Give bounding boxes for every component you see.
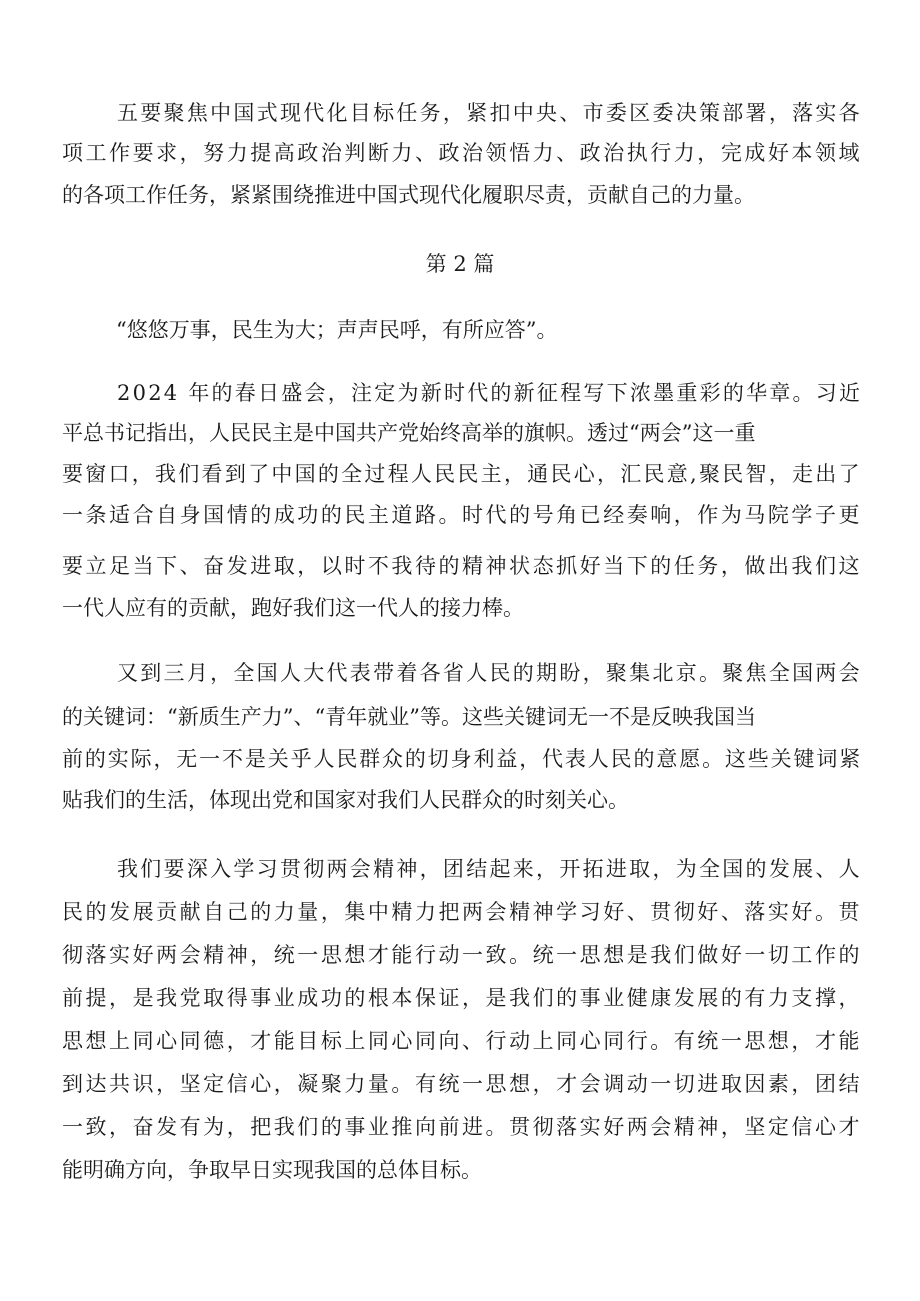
p1-line-2: 项工作要求，努力提高政治判断力、政治领悟力、政治执行力，完成好本领域 bbox=[62, 141, 863, 165]
p2-line-4: 一条适合自身国情的成功的民主道路。时代的号角已经奏响，作为马院学子更 bbox=[62, 503, 863, 527]
p2-line-6: 一代人应有的贡献，跑好我们这一代人的接力棒。 bbox=[62, 596, 524, 620]
section-heading: 第 2 篇 bbox=[425, 252, 495, 276]
p1-line-3: 的各项工作任务，紧紧围绕推进中国式现代化履职尽责，贡献自己的力量。 bbox=[62, 183, 755, 207]
p3-line-3: 前的实际，无一不是关乎人民群众的切身利益，代表人民的意愿。这些关键词紧 bbox=[62, 747, 863, 771]
p2-line-1: 2024 年的春日盛会，注定为新时代的新征程写下浓墨重彩的华章。习近 bbox=[117, 381, 863, 405]
p2-line-2: 平总书记指出，人民民主是中国共产党始终高举的旗帜。透过“两会”这一重 bbox=[62, 421, 756, 445]
p2-line-3: 要窗口，我们看到了中国的全过程人民民主，通民心，汇民意,聚民智，走出了 bbox=[62, 462, 862, 486]
p4-line-3: 彻落实好两会精神，统一思想才能行动一致。统一思想是我们做好一切工作的 bbox=[62, 943, 863, 967]
p4-line-1: 我们要深入学习贯彻两会精神，团结起来，开拓进取，为全国的发展、人 bbox=[117, 857, 862, 881]
p3-line-2: 的关键词：“新质生产力”、“青年就业”等。这些关键词无一不是反映我国当 bbox=[62, 705, 756, 729]
p4-line-2: 民的发展贡献自己的力量，集中精力把两会精神学习好、贯彻好、落实好。贯 bbox=[62, 900, 863, 924]
p1-line-1: 五要聚焦中国式现代化目标任务，紧扣中央、市委区委决策部署，落实各 bbox=[117, 101, 862, 125]
p4-line-7: 一致，奋发有为，把我们的事业推向前进。贯彻落实好两会精神，坚定信心才 bbox=[62, 1115, 863, 1139]
p3-line-1: 又到三月，全国人大代表带着各省人民的期盼，聚集北京。聚焦全国两会 bbox=[117, 661, 862, 685]
p4-line-6: 到达共识，坚定信心，凝聚力量。有统一思想，才会调动一切进取因素，团结 bbox=[62, 1072, 863, 1096]
p2-line-5: 要立足当下、奋发进取，以时不我待的精神状态抓好当下的任务，做出我们这 bbox=[62, 554, 863, 578]
quote-line: “悠悠万事，民生为大；声声民呼，有所应答”。 bbox=[116, 318, 558, 342]
p4-line-8: 能明确方向，争取早日实现我国的总体目标。 bbox=[62, 1158, 482, 1182]
p4-line-4: 前提，是我党取得事业成功的根本保证，是我们的事业健康发展的有力支撑， bbox=[62, 986, 863, 1010]
p4-line-5: 思想上同心同德，才能目标上同心同向、行动上同心同行。有统一思想，才能 bbox=[62, 1029, 863, 1053]
p3-line-4: 贴我们的生活，体现出党和国家对我们人民群众的时刻关心。 bbox=[62, 788, 629, 812]
